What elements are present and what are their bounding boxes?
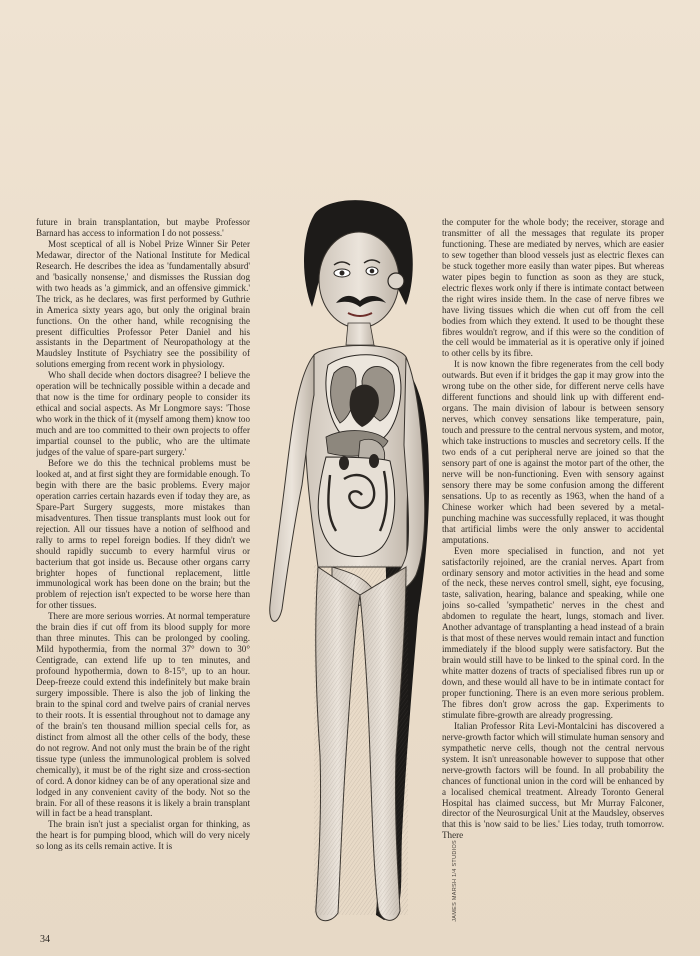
paragraph: Before we do this the technical problems must be looked at, and at first sight they are formidable enough. To begin with there are the basic problems. Every major operation carries certain hazards even if today they are, as Spare-Part Surgery suggests, more mistakes than misadventures. Then tissue transplants must look out for rejection. All our tissues have a notion of selfhood and rally to arms to repel foreign bodies. If they didn't we should rapidly succumb to every harmful virus or bacterium that got inside us. Because other organs carry brighter hopes of functional replacement, little immunological work has been done on the brain; but the problem of rejection isn't expected to be worse here than for other tissues. [36, 457, 250, 611]
illustration-credit: JAMES MARSH 1/4 STUDIOS [452, 840, 458, 922]
paragraph: the computer for the whole body; the receiver, storage and transmitter of all the messages that regulate its proper functioning. These are mediated by nerves, which are easier to sew together than blood vessels just as electric flexes can be stuck together more easily than water pipes. But whereas water pipes begin to function as soon as they are stuck, electric flexes work only if there is intimate contact between the right wires inside them. In the case of nerve fibres we have living tissues which die when cut off from the cell bodies from which they extend. It used to be thought these fibres wouldn't regrow, and if this were so the condition of the cell would be immaterial as it is operative only if joined to other cells by its fibre. [442, 217, 664, 359]
paragraph: It is now known the fibre regenerates from the cell body outwards. But even if it bridges the gap it may grow into the wrong tube on the other side, for different nerve cells have different functions and should link up with different end-organs. The main division of labour is between sensory nerves, which convey sensations like temperature, pain, touch and pressure to the central nervous system, and motor, which take instructions to muscles and secretory cells. If the two ends of a cut peripheral nerve are joined so that the sensory part of one is against the motor part of the other, the nerve will be non-functioning. Even with sensory against sensory there may be some confusion among the different sensations. Up to as recently as 1963, when the hand of a Chinese worker which had been severed by a metal-punching machine was successfully replaced, it was thought that artificial limbs were the only answer to accidental amputations. [442, 359, 664, 545]
left-arm [270, 355, 314, 621]
paragraph: Most sceptical of all is Nobel Prize Winner Sir Peter Medawar, director of the National Institute for Medical Research. He describes the idea as 'fundamentally absurd' and 'basically nonsense,' and dismisses the Russian dog with two heads as 'a gimmick, and an offensive gimmick.' The trick, as he declares, was first performed by Guthrie in America sixty years ago, but only the original brain functions. On the other hand, while recognising the present difficulties Professor Peter Daniel and his assistants in the Department of Neuropathology at the Maudsley Institute of Psychiatry see the possibility of solutions emerging from recent work in physiology. [36, 238, 250, 370]
anatomical-figure-illustration [256, 195, 446, 935]
left-text-column [36, 217, 250, 933]
paragraph: The brain isn't just a specialist organ for thinking, as the heart is for pumping blood, which will do very nicely so long as its cells remain active. It is [36, 819, 250, 852]
face [319, 232, 399, 328]
paragraph: Italian Professor Rita Levi-Montalcini has discovered a nerve-growth factor which will stimulate human sensory and sympathetic nerve cells, though not the central nervous system. It isn't unreasonable however to suppose that other nerve-growth factors will be found. In all probability the chances of functional union in the cord will be enhanced by a localised chemical treatment. Already Toronto General Hospital has claimed success, but Mr Murray Falconer, director of the Neurosurgical Unit at the Maudsley, observes that this is 'now said to be lies.' Lies today, truth tomorrow. There [442, 720, 664, 841]
paragraph: future in brain transplantation, but maybe Professor Barnard has access to information I do not possess.' [36, 217, 250, 238]
page-number: 34 [40, 934, 50, 945]
paragraph: Who shall decide when doctors disagree? I believe the operation will be technically possible within a decade and that now is the time for ordinary people to consider its ethical and social aspects. As Mr Longmore says: 'Those who work in the thick of it (myself among them) know too much and are too committed to their own projects to offer impartial counsel to the public, who are the ultimate judges of the value of spare-part surgery.' [36, 370, 250, 458]
right-text-column [442, 217, 664, 933]
paragraph: Even more specialised in function, and not yet satisfactorily rejoined, are the cranial nerves. Apart from ordinary sensory and motor activities in the head and some of the neck, these nerves control smell, sight, eye focusing, taste, salivation, hearing, balance and speaking, while one joins so-called 'sympathetic' nerves in the chest and abdomen to regulate the heart, lungs, stomach and liver. Another advantage of transplanting a head instead of a brain is that most of these nerves would remain intact and function immediately if the blood supply were satisfactory. But the brain would still have to be linked to the spinal cord. In the white matter dozens of tracts of specialised fibres run up or down, and these would all have to be in intimate contact for proper functioning. There is an even more serious problem. The fibres don't grow across the gap. Experiments to stimulate fibre-growth are already progressing. [442, 545, 664, 720]
paragraph: There are more serious worries. At normal temperature the brain dies if cut off from its blood supply for more than three minutes. This can be prolonged by cooling. Mild hypothermia, from the normal 37° down to 30° Centigrade, can extend life up to ten minutes, and profound hypothermia, down to 8-15°, up to an hour. Deep-freeze could extend this indefinitely but make brain surgery impossible. There is also the job of linking the brain to the spinal cord and twelve pairs of cranial nerves to their roots. It is essential throughout not to damage any of the brain's ten thousand million special cells for, as distinct from almost all the other cells of the body, these do not regrow. And not only must the brain be of the right tissue type (unless the immunological problem is solved chemically), it must be of the right size and cross-section of cord. A donor kidney can be of any operational size and lodged in any convenient cavity of the body. Not so the brain. For all of these reasons it is likely a brain transplant will in fact be a head transplant. [36, 611, 250, 819]
